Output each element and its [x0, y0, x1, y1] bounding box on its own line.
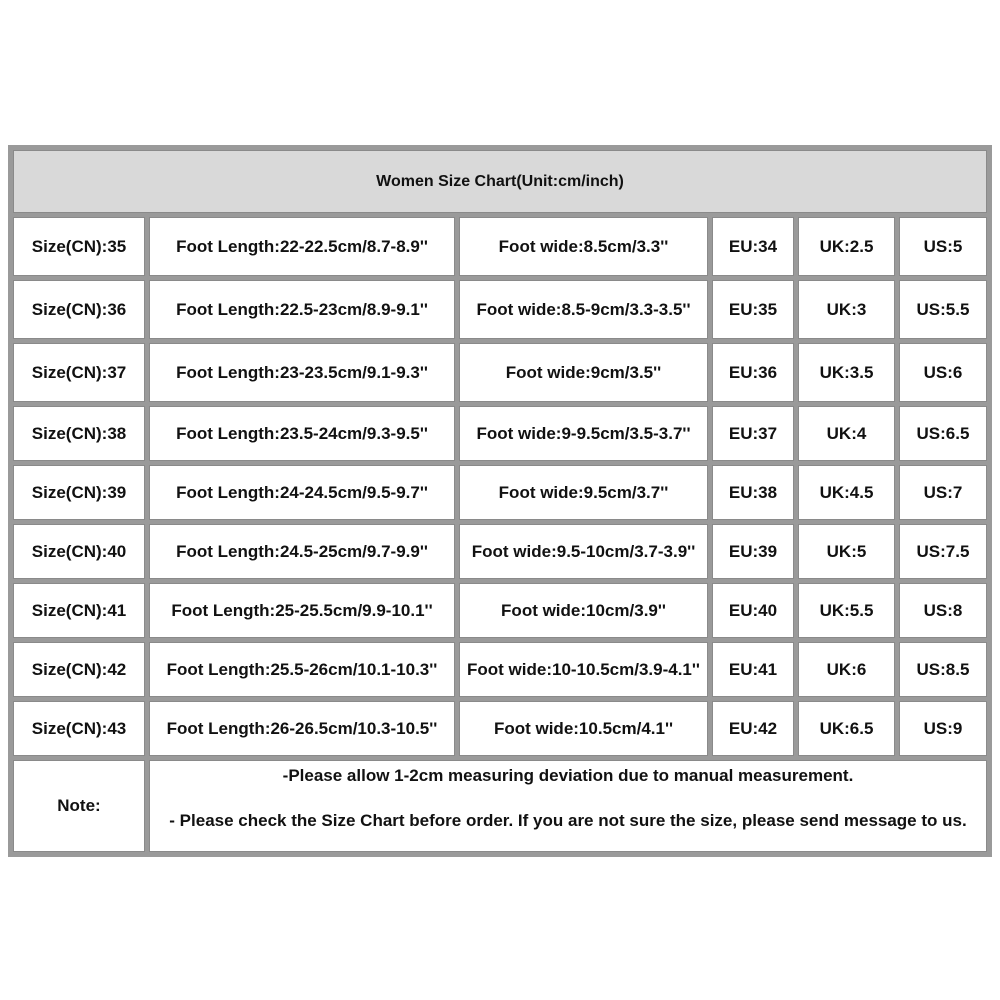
cell-size-eu: EU:35 [712, 280, 794, 339]
cell-size-eu: EU:40 [712, 583, 794, 638]
cell-size-uk: UK:6.5 [798, 701, 895, 756]
cell-size-us: US:5.5 [899, 280, 987, 339]
cell-foot-wide: Foot wide:8.5-9cm/3.3-3.5'' [459, 280, 708, 339]
cell-size-us: US:6.5 [899, 406, 987, 461]
cell-size-eu: EU:34 [712, 217, 794, 276]
cell-foot-wide: Foot wide:10-10.5cm/3.9-4.1'' [459, 642, 708, 697]
cell-foot-length: Foot Length:22-22.5cm/8.7-8.9'' [149, 217, 455, 276]
cell-foot-length: Foot Length:26-26.5cm/10.3-10.5'' [149, 701, 455, 756]
cell-size-us: US:9 [899, 701, 987, 756]
cell-foot-wide: Foot wide:9cm/3.5'' [459, 343, 708, 402]
cell-size-cn: Size(CN):36 [13, 280, 145, 339]
cell-foot-length: Foot Length:23-23.5cm/9.1-9.3'' [149, 343, 455, 402]
cell-size-cn: Size(CN):37 [13, 343, 145, 402]
cell-size-us: US:7.5 [899, 524, 987, 579]
chart-title: Women Size Chart(Unit:cm/inch) [13, 150, 987, 213]
cell-size-us: US:8.5 [899, 642, 987, 697]
cell-size-eu: EU:38 [712, 465, 794, 520]
cell-foot-length: Foot Length:24.5-25cm/9.7-9.9'' [149, 524, 455, 579]
cell-foot-wide: Foot wide:9.5-10cm/3.7-3.9'' [459, 524, 708, 579]
cell-size-eu: EU:37 [712, 406, 794, 461]
note-line-measurement: -Please allow 1-2cm measuring deviation due to manual measurement. [282, 766, 854, 785]
cell-foot-length: Foot Length:24-24.5cm/9.5-9.7'' [149, 465, 455, 520]
size-chart-table [8, 145, 992, 857]
cell-size-us: US:5 [899, 217, 987, 276]
cell-size-us: US:7 [899, 465, 987, 520]
cell-foot-length: Foot Length:25.5-26cm/10.1-10.3'' [149, 642, 455, 697]
cell-size-uk: UK:4 [798, 406, 895, 461]
cell-size-eu: EU:42 [712, 701, 794, 756]
cell-foot-wide: Foot wide:10.5cm/4.1'' [459, 701, 708, 756]
cell-foot-length: Foot Length:25-25.5cm/9.9-10.1'' [149, 583, 455, 638]
note-line-check-chart: - Please check the Size Chart before order. If you are not sure the size, please send message to us. [169, 811, 967, 830]
cell-size-cn: Size(CN):39 [13, 465, 145, 520]
cell-size-cn: Size(CN):35 [13, 217, 145, 276]
cell-size-cn: Size(CN):41 [13, 583, 145, 638]
cell-size-uk: UK:5 [798, 524, 895, 579]
cell-size-uk: UK:4.5 [798, 465, 895, 520]
cell-size-cn: Size(CN):40 [13, 524, 145, 579]
cell-foot-wide: Foot wide:10cm/3.9'' [459, 583, 708, 638]
cell-size-eu: EU:39 [712, 524, 794, 579]
cell-size-eu: EU:36 [712, 343, 794, 402]
cell-size-uk: UK:6 [798, 642, 895, 697]
cell-size-uk: UK:2.5 [798, 217, 895, 276]
cell-size-us: US:6 [899, 343, 987, 402]
note-text [149, 760, 987, 852]
cell-foot-length: Foot Length:23.5-24cm/9.3-9.5'' [149, 406, 455, 461]
cell-size-cn: Size(CN):42 [13, 642, 145, 697]
cell-foot-wide: Foot wide:9.5cm/3.7'' [459, 465, 708, 520]
note-label: Note: [13, 760, 145, 852]
cell-foot-length: Foot Length:22.5-23cm/8.9-9.1'' [149, 280, 455, 339]
cell-foot-wide: Foot wide:9-9.5cm/3.5-3.7'' [459, 406, 708, 461]
cell-size-us: US:8 [899, 583, 987, 638]
cell-size-cn: Size(CN):38 [13, 406, 145, 461]
cell-size-eu: EU:41 [712, 642, 794, 697]
cell-size-uk: UK:5.5 [798, 583, 895, 638]
cell-size-uk: UK:3.5 [798, 343, 895, 402]
cell-size-cn: Size(CN):43 [13, 701, 145, 756]
cell-foot-wide: Foot wide:8.5cm/3.3'' [459, 217, 708, 276]
cell-size-uk: UK:3 [798, 280, 895, 339]
